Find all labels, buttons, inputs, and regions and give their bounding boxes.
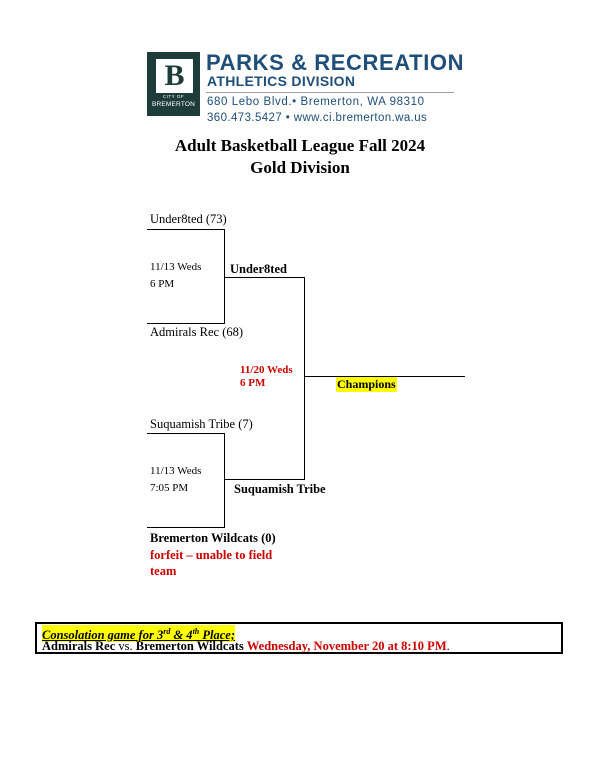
consolation-heading-prefix: Consolation game for 3 bbox=[42, 628, 164, 643]
org-subtitle: ATHLETICS DIVISION bbox=[207, 73, 356, 89]
consolation-team1: Admirals Rec bbox=[42, 639, 116, 653]
final-time: 6 PM bbox=[240, 377, 266, 389]
page-title: Adult Basketball League Fall 2024 bbox=[174, 136, 426, 155]
game1-team-b: Admirals Rec (68) bbox=[150, 325, 244, 339]
logo-city-label: CITY OF bbox=[162, 94, 185, 99]
consolation-heading-mid: & 4 bbox=[170, 628, 193, 643]
logo-letter: B bbox=[164, 59, 185, 92]
game2-forfeit-note: forfeit – unable to field team bbox=[150, 548, 273, 578]
game1-team-b-line bbox=[147, 323, 225, 324]
game2-team-a: Suquamish Tribe (7) bbox=[150, 417, 253, 431]
game2-time: 7:05 PM bbox=[150, 482, 189, 494]
game2-team-b: Bremerton Wildcats (0) bbox=[150, 531, 276, 545]
consolation-period: . bbox=[446, 639, 450, 653]
champions-label: Champions bbox=[337, 377, 396, 391]
game2-winner: Suquamish Tribe bbox=[234, 482, 326, 496]
consolation-sup-th: th bbox=[192, 627, 200, 636]
consolation-sup-rd: rd bbox=[163, 627, 171, 636]
consolation-when: Wednesday, November 20 at 8:10 PM bbox=[246, 639, 447, 653]
game1-winner-line bbox=[224, 277, 305, 278]
final-date: 11/20 Weds bbox=[240, 364, 293, 376]
header-divider bbox=[206, 92, 454, 93]
game2-winner-line bbox=[224, 479, 305, 480]
city-logo bbox=[147, 52, 200, 116]
consolation-vs: vs. bbox=[115, 639, 136, 653]
game2-connector bbox=[224, 433, 225, 528]
org-contact: 360.473.5427 • www.ci.bremerton.wa.us bbox=[207, 112, 428, 124]
consolation-heading-suffix: Place; bbox=[199, 628, 235, 643]
page-subtitle: Gold Division bbox=[250, 158, 350, 177]
game1-time: 6 PM bbox=[150, 278, 175, 290]
final-connector bbox=[304, 277, 305, 480]
game1-team-a: Under8ted (73) bbox=[150, 212, 227, 226]
game2-team-a-line bbox=[147, 433, 225, 434]
game1-team-a-line bbox=[147, 229, 225, 230]
logo-city-name: BREMERTON bbox=[151, 101, 196, 108]
logo-emblem bbox=[155, 58, 194, 94]
game2-team-b-line bbox=[147, 527, 225, 528]
org-address: 680 Lebo Blvd.• Bremerton, WA 98310 bbox=[207, 96, 425, 108]
consolation-box bbox=[35, 622, 563, 654]
game2-date: 11/13 Weds bbox=[150, 465, 202, 477]
game1-winner: Under8ted bbox=[230, 262, 287, 276]
consolation-matchup bbox=[42, 639, 450, 653]
game1-date: 11/13 Weds bbox=[150, 261, 202, 273]
org-title: PARKS & RECREATION bbox=[206, 50, 465, 75]
consolation-team2: Bremerton Wildcats bbox=[135, 639, 244, 653]
